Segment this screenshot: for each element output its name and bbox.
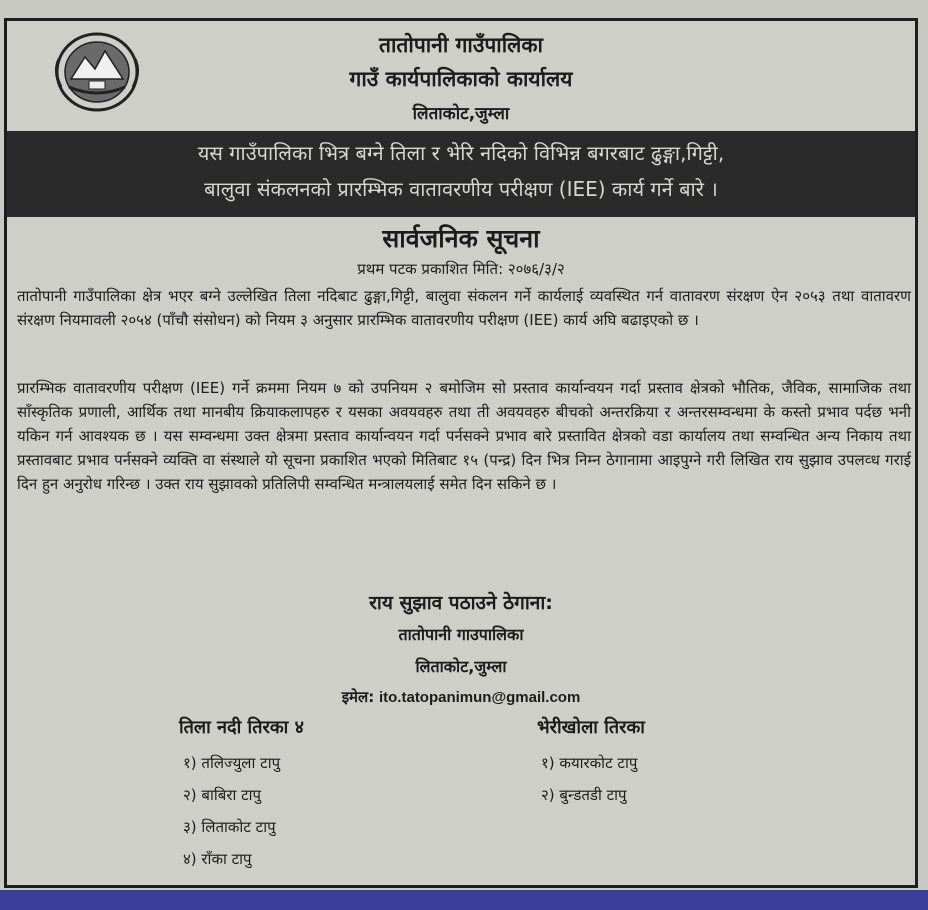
contact-place: लिताकोट,जुम्ला <box>415 657 507 676</box>
contact-heading: राय सुझाव पठाउने ठेगाना: <box>369 592 553 614</box>
notice-title: सार्वजनिक सूचना <box>382 224 540 253</box>
bheri-sites-heading: भेरीखोला तिरका <box>537 717 645 738</box>
subject-banner <box>7 131 915 217</box>
contact-organization: तातोपानी गाउपालिका <box>398 625 524 644</box>
email-label: इमेल: <box>341 688 375 706</box>
page-bottom-strip <box>0 890 928 910</box>
office-name: गाउँ कार्यपालिकाको कार्यालय <box>349 67 573 91</box>
bheri-river-sites <box>537 715 645 811</box>
email-address: ito.tatopanimun@gmail.com <box>378 689 581 706</box>
list-item: १) कयारकोट टापु <box>541 754 638 772</box>
tila-river-sites <box>179 715 304 875</box>
subject-line-2: बालुवा संकलनको प्रारम्भिक वातावरणीय परीक्षण (IEE) कार्य गर्ने बारे । <box>204 177 718 201</box>
list-item: ४) राँका टापु <box>183 850 252 868</box>
subject-line-1: यस गाउँपालिका भित्र बग्ने तिला र भेरि नदिको विभिन्न बगरबाट ढुङ्गा,गिट्टी, <box>197 141 725 165</box>
body-paragraph-2: प्रारम्भिक वातावरणीय परीक्षण (IEE) गर्ने क्रममा नियम ७ को उपनियम २ बमोजिम सो प्रस्ताव कार्यान्वयन गर्दा प्रस्ताव क्षेत्रको भौतिक, जैविक, सामाजिक तथा साँस्कृतिक प्रणाली, आर्थिक तथा मानबीय क्रियाकलापहरु र यसका अवयवहरु तथा ती अवयवहरु बीचको अन्तरक्रिया र अन्तरसम्वन्धमा के कस्तो प्रभाव पर्दछ भनी यकिन गर्न आवश्यक छ । यस सम्वन्धमा उक्त क्षेत्रमा प्रस्ताव कार्यान्वयन गर्दा पर्नसक्ने प्रभाव बारे प्रस्तावित क्षेत्रको वडा कार्यालय तथा सम्वन्धित अन्य निकाय तथा प्रस्तावबाट प्रभाव पर्नसक्ने व्यक्ति वा संस्थाले यो सूचना प्रकाशित भएको मितिबाट १५ (पन्द्र) दिन भित्र निम्न ठेगानामा आइपुग्ने गरी लिखित राय सुझाव उपलव्ध गराई दिन हुन अनुरोध गरिन्छ । उक्त राय सुझावको प्रतिलिपी सम्वन्धित मन्त्रालयलाई समेत दिन सकिने छ । <box>17 379 911 493</box>
published-date: प्रथम पटक प्रकाशित मिति: २०७६/३/२ <box>357 260 565 278</box>
tila-sites-heading: तिला नदी तिरका ४ <box>179 717 304 738</box>
list-item: २) बुन्डतडी टापु <box>541 786 627 804</box>
contact-email-row <box>7 687 915 707</box>
list-item: २) बाबिरा टापु <box>183 786 262 804</box>
list-item: ३) लिताकोट टापु <box>183 818 276 836</box>
body-paragraph-1: तातोपानी गाउँपालिका क्षेत्र भएर बग्ने उल्लेखित तिला नदिबाट ढुङ्गा,गिट्टी, बालुवा संकलन गर्ने कार्यलाई व्यवस्थित गर्न वातावरण संरक्षण ऐन २०५३ तथा वातावरण संरक्षण नियमावली २०५४ (पाँचौ संसोधन) को नियम ३ अनुसार प्रारम्भिक वातावरणीय परीक्षण (IEE) कार्य अघि बढाइएको छ । <box>17 287 911 329</box>
notice-frame <box>4 18 918 888</box>
notice-header <box>7 21 915 129</box>
list-item: १) तलिज्युला टापु <box>183 754 281 772</box>
office-address: लिताकोट,जुम्ला <box>412 104 510 124</box>
organization-name: तातोपानी गाउँपालिका <box>379 33 543 57</box>
